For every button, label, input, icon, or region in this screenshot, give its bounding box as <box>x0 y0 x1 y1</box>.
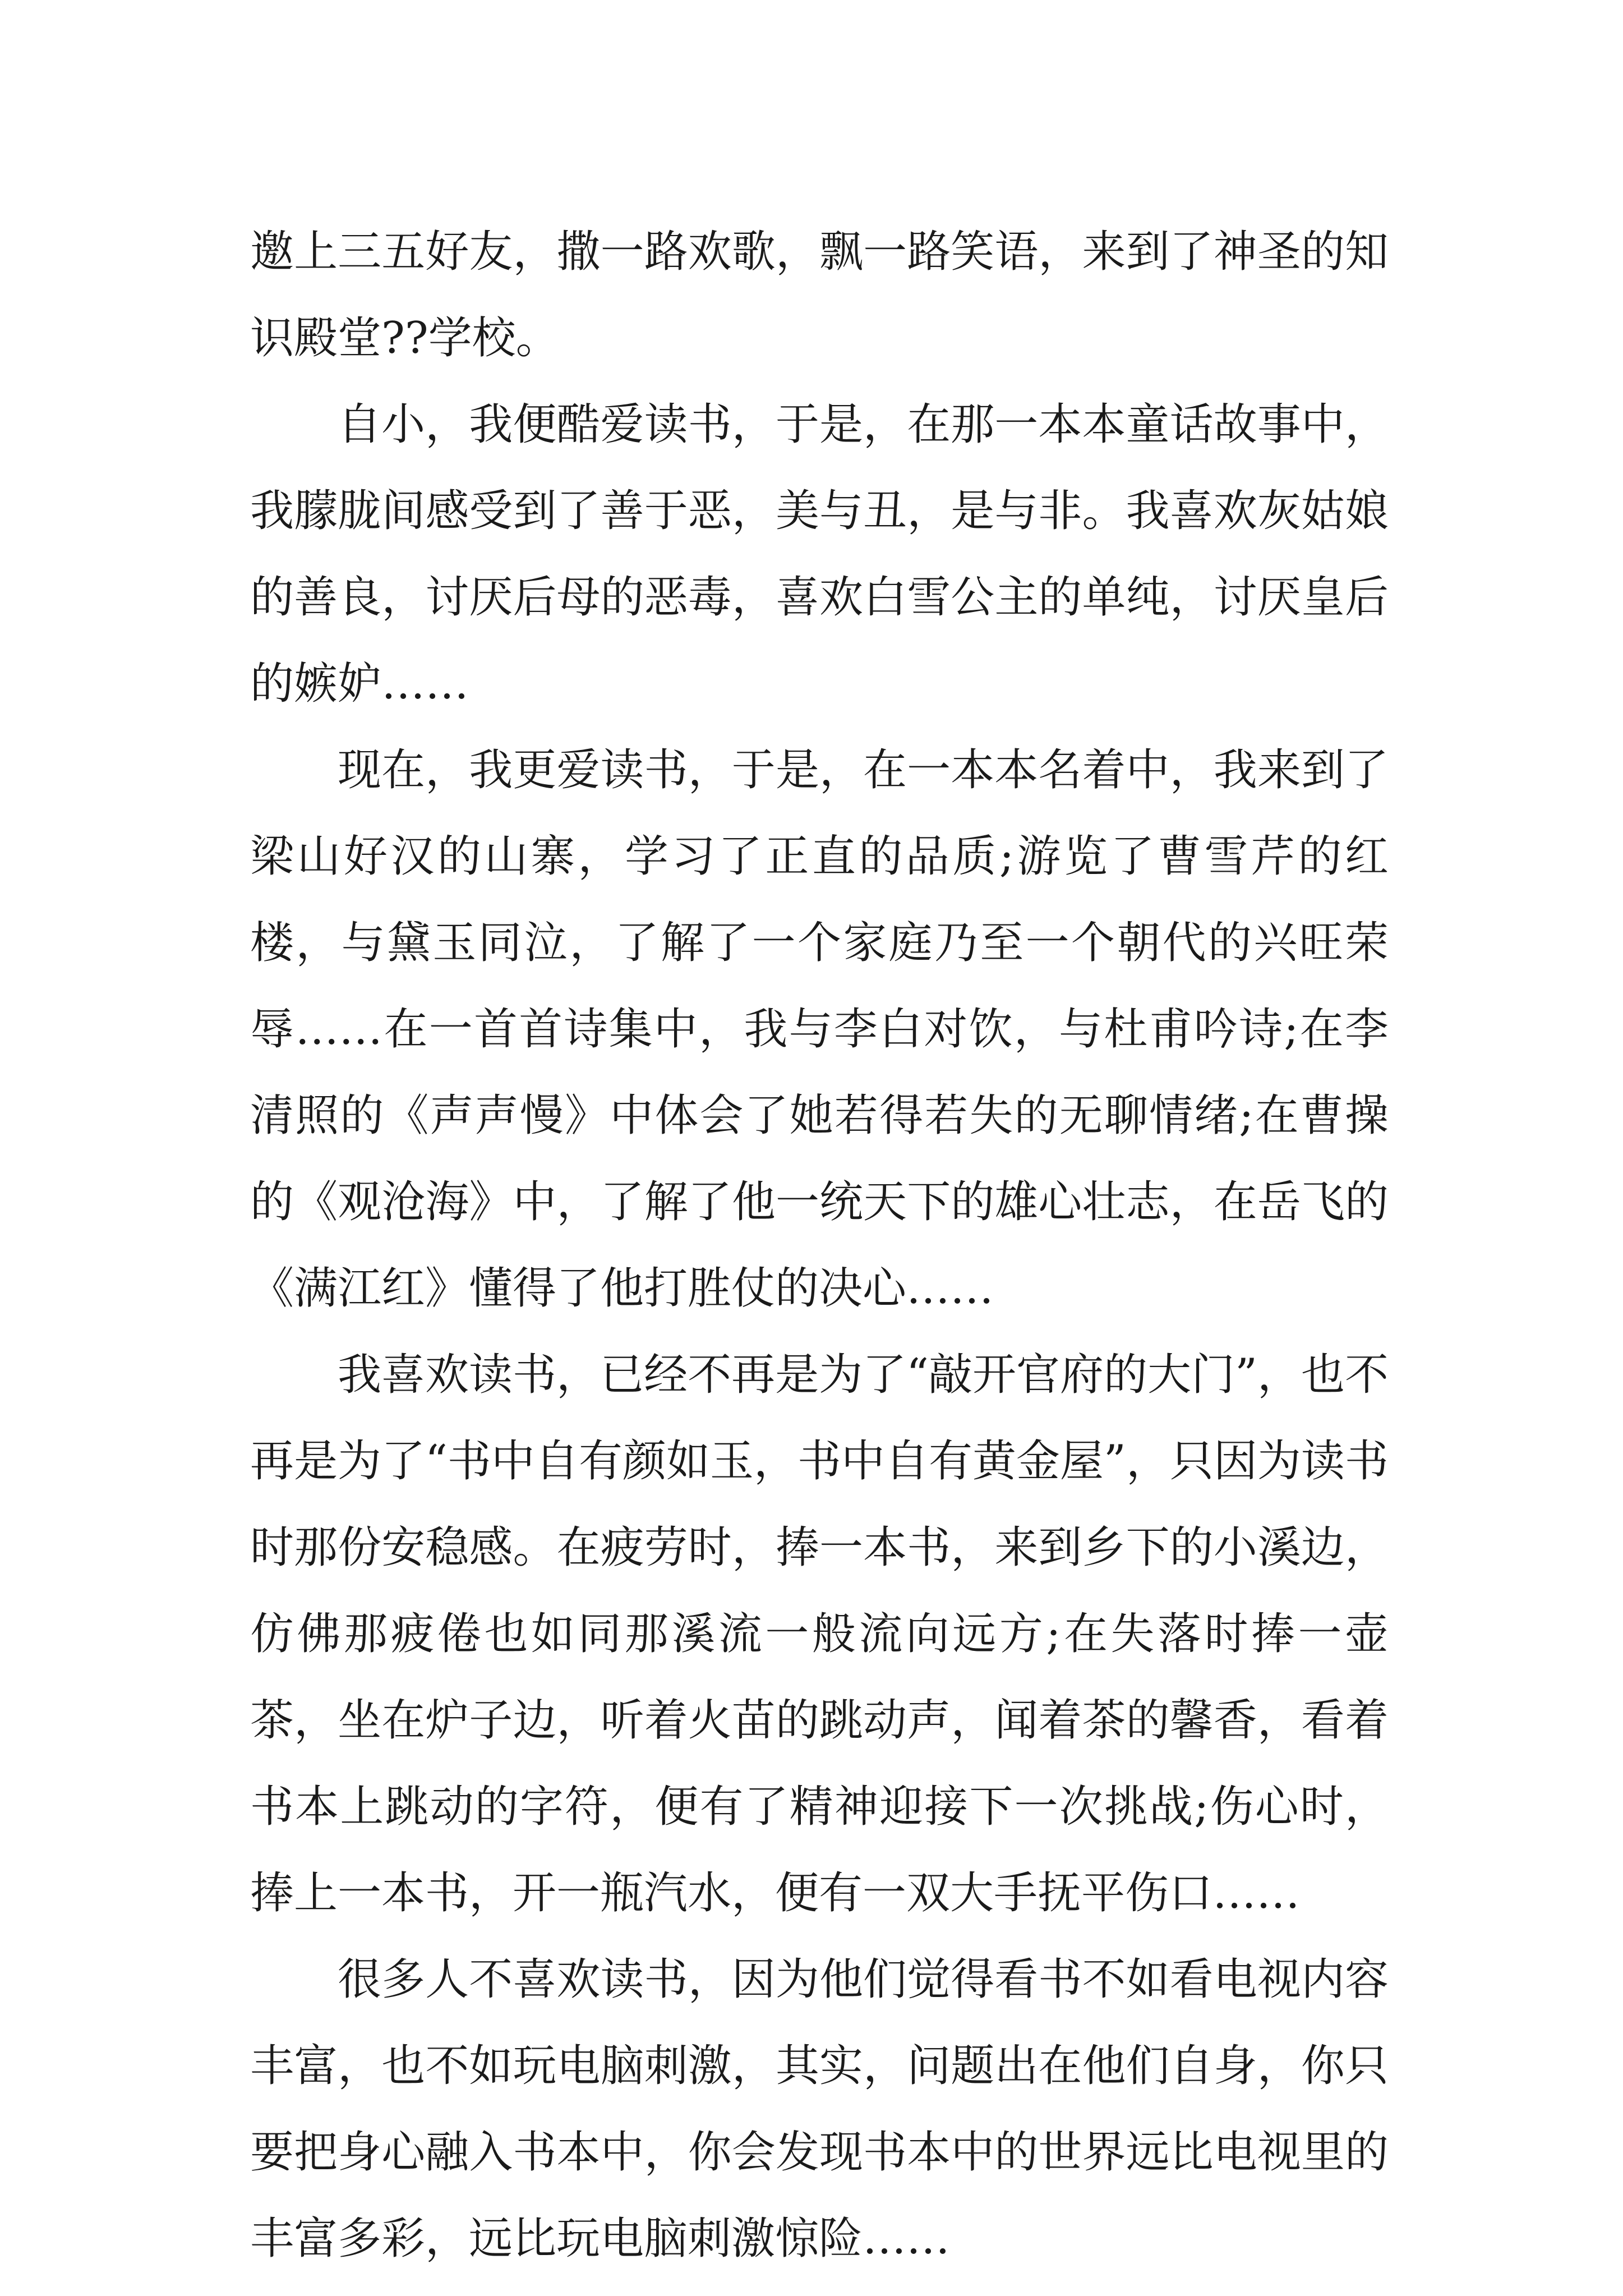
paragraph-2: 自小，我便酷爱读书，于是，在那一本本童话故事中，我朦胧间感受到了善于恶，美与丑，是与非。我喜欢灰姑娘的善良，讨厌后母的恶毒，喜欢白雪公主的单纯，讨厌皇后的嫉妒…… <box>250 399 1389 709</box>
paragraph-3: 现在，我更爱读书，于是，在一本本名着中，我来到了梁山好汉的山寨，学习了正直的品质;游览了曹雪芹的红楼，与黛玉同泣，了解了一个家庭乃至一个朝代的兴旺荣辱……在一首首诗集中，我与李白对饮，与杜甫吟诗;在李清照的《声声慢》中体会了她若得若失的无聊情绪;在曹操的《观沧海》中，了解了他一统天下的雄心壮志，在岳飞的《满江红》懂得了他打胜仗的决心…… <box>250 745 1389 1314</box>
body-text <box>250 209 1389 2282</box>
paragraph-1: 邀上三五好友，撒一路欢歌，飘一路笑语，来到了神圣的知识殿堂??学校。 <box>250 227 1389 364</box>
paragraph-5: 很多人不喜欢读书，因为他们觉得看书不如看电视内容丰富，也不如玩电脑刺激，其实，问题出在他们自身，你只要把身心融入书本中，你会发现书本中的世界远比电视里的丰富多彩，远比玩电脑刺激惊险…… <box>250 1954 1389 2264</box>
paragraph-4: 我喜欢读书，已经不再是为了“敲开官府的大门”，也不再是为了“书中自有颜如玉，书中自有黄金屋”，只因为读书时那份安稳感。在疲劳时，捧一本书，来到乡下的小溪边，仿佛那疲倦也如同那溪流一般流向远方;在失落时捧一壶茶，坐在炉子边，听着火苗的跳动声，闻着茶的馨香，看着书本上跳动的字符，便有了精神迎接下一次挑战;伤心时，捧上一本书，开一瓶汽水，便有一双大手抚平伤口…… <box>250 1350 1389 1918</box>
